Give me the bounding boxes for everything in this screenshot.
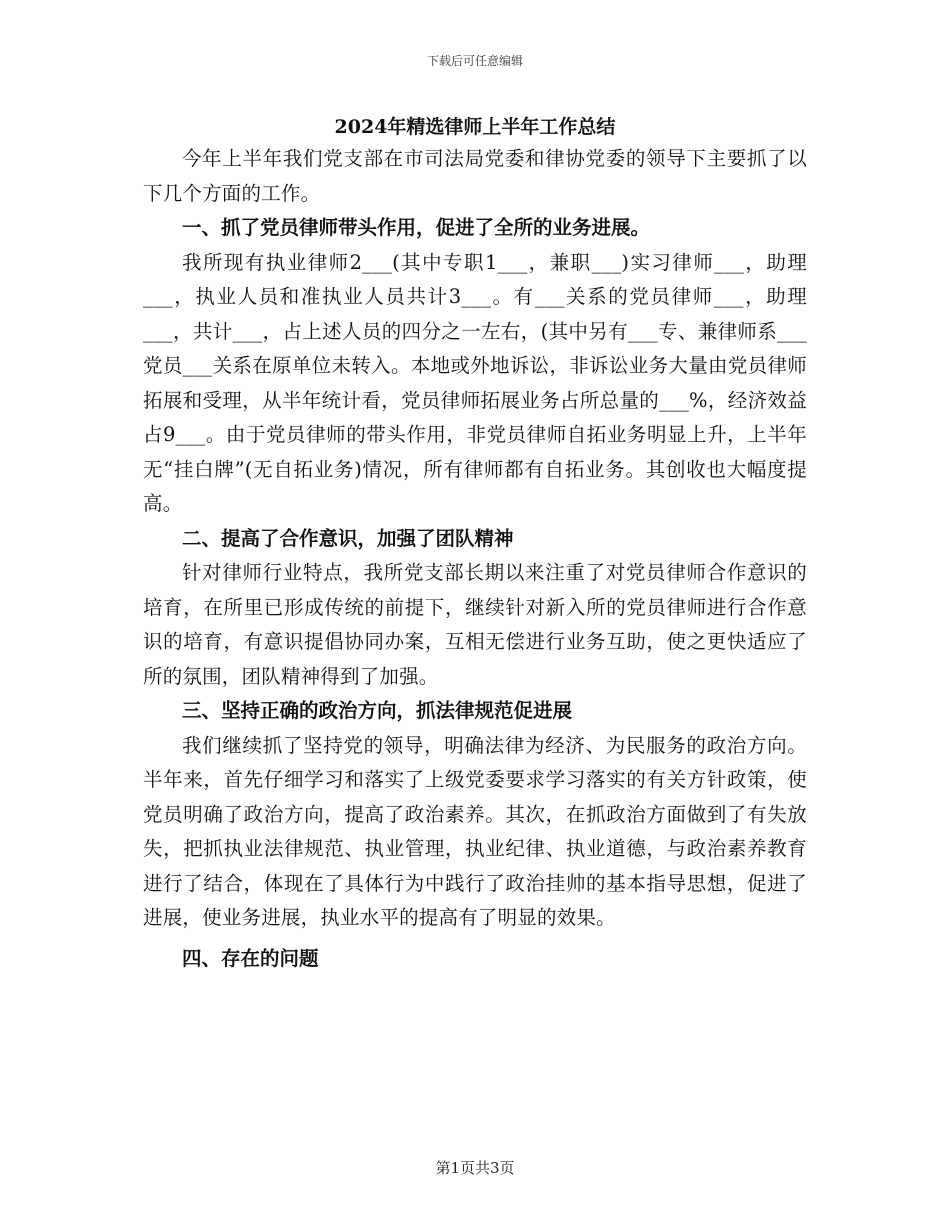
- page-header-note: 下载后可任意编辑: [426, 54, 523, 68]
- page-number: 第1页共3页: [435, 1159, 515, 1177]
- document-title: 2024年精选律师上半年工作总结: [334, 116, 616, 138]
- document-body: [143, 112, 807, 976]
- section-3-body: 我们继续抓了坚持党的领导，明确法律为经济、为民服务的政治方向。半年来，首先仔细学习和落实了上级党委要求学习落实的有关方针政策，使党员明确了政治方向，提高了政治素养。其次，在抓政治方面做到了有失放失，把抓执业法律规范、执业管理，执业纪律、执业道德，与政治素养教育进行了结合，体现在了具体行为中践行了政治挂帅的基本指导思想，促进了进展，使业务进展，执业水平的提高有了明显的效果。: [143, 733, 807, 929]
- section-1-body: 我所现有执业律师2___(其中专职1___，兼职___)实习律师___，助理___，执业人员和准执业人员共计3___。有___关系的党员律师___，助理___，共计___，占上述人员的四分之一左右，(其中另有___专、兼律师系___党员___关系在原单位未转入。本地或外地诉讼，非诉讼业务大量由党员律师拓展和受理，从半年统计看，党员律师拓展业务占所总量的___%，经济效益占9___。由于党员律师的带头作用，非党员律师自拓业务明显上升，上半年无“挂白牌”(无自拓业务)情况，所有律师都有自拓业务。其创收也大幅度提高。: [143, 250, 807, 515]
- section-4-heading: 四、存在的问题: [182, 946, 319, 970]
- section-2-heading: 二、提高了合作意识，加强了团队精神: [182, 526, 514, 550]
- section-2-body: 针对律师行业特点，我所党支部长期以来注重了对党员律师合作意识的培育，在所里已形成传统的前提下，继续针对新入所的党员律师进行合作意识的培育，有意识提倡协同办案，互相无偿进行业务互助，使之更快适应了所的氛围，团队精神得到了加强。: [143, 561, 807, 688]
- section-1-heading: 一、抓了党员律师带头作用，促进了全所的业务进展。: [182, 216, 651, 239]
- section-3-heading: 三、坚持正确的政治方向，抓法律规范促进展: [182, 699, 573, 722]
- intro-paragraph: 今年上半年我们党支部在市司法局党委和律协党委的领导下主要抓了以下几个方面的工作。: [143, 147, 807, 205]
